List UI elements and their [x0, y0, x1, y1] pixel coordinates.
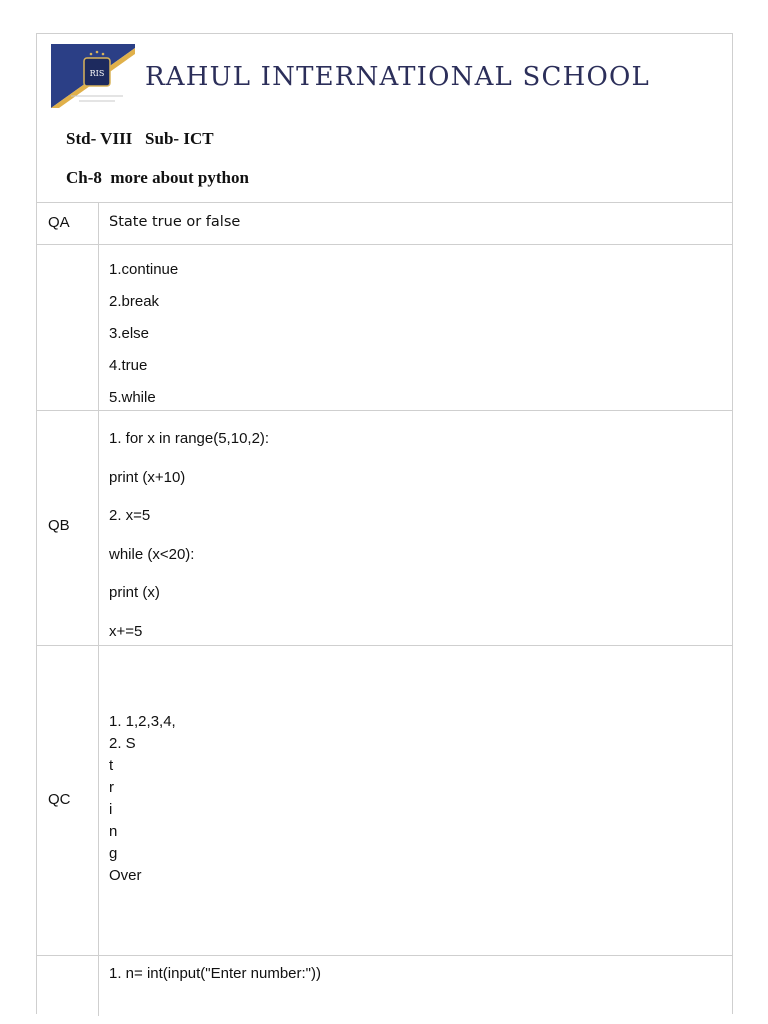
table-row — [37, 956, 732, 1016]
list-item: 3.else — [109, 325, 150, 342]
logo-lettering: RIS — [89, 69, 105, 78]
output-block — [109, 711, 176, 887]
code-block — [109, 420, 269, 651]
output-line: 1. 1,2,3,4, — [109, 713, 176, 730]
row-label: QA — [48, 214, 70, 231]
school-logo — [51, 44, 135, 108]
table-row — [37, 245, 732, 411]
output-line: Over — [109, 867, 142, 884]
list-item: 2.break — [109, 293, 160, 310]
table-row — [37, 646, 732, 956]
question-text: State true or false — [109, 214, 241, 230]
code-line: x+=5 — [109, 622, 143, 640]
row-label: QB — [48, 517, 70, 534]
output-line: g — [109, 845, 118, 862]
chapter-title: Ch-8 more about python — [66, 168, 249, 187]
code-line: 1. n= int(input("Enter number:")) — [109, 965, 321, 982]
table-row — [37, 203, 732, 245]
output-line: r — [109, 779, 114, 796]
table-row — [37, 411, 732, 646]
output-line: t — [109, 757, 114, 774]
list-item: 5.while — [109, 389, 156, 406]
row-label: QC — [48, 791, 71, 808]
output-line: n — [109, 823, 118, 840]
code-line: print (x) — [109, 584, 160, 601]
code-line: 1. for x in range(5,10,2): — [109, 430, 270, 447]
code-line: 2. x=5 — [109, 507, 151, 524]
list-item: 4.true — [109, 357, 148, 374]
code-line: print (x+10) — [109, 468, 186, 486]
output-line: 2. S — [109, 735, 136, 752]
output-line: i — [109, 801, 113, 818]
list-item: 1.continue — [109, 261, 179, 278]
code-block — [109, 965, 321, 982]
answer-list — [109, 254, 178, 414]
standard-subject: Std- VIII Sub- ICT — [66, 129, 214, 148]
school-name: RAHUL INTERNATIONAL SCHOOL — [145, 62, 650, 92]
code-line: while (x<20): — [109, 545, 195, 563]
document-header — [37, 34, 732, 203]
worksheet — [36, 33, 733, 1014]
